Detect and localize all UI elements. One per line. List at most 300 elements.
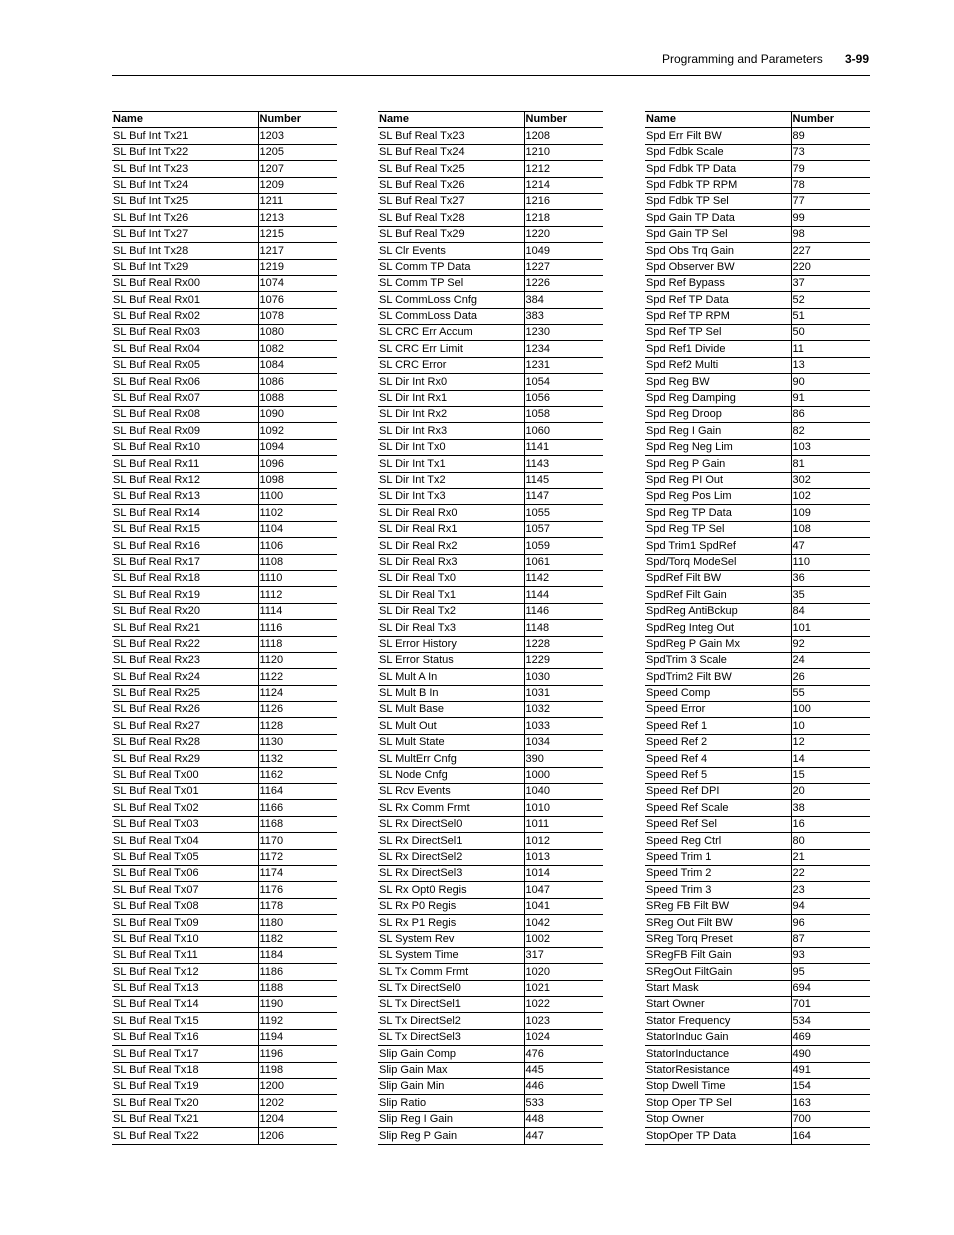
table-row	[378, 1029, 603, 1045]
parameter-name-cell: Spd Fdbk TP Sel	[645, 193, 791, 209]
table-row	[112, 669, 337, 685]
parameter-number-cell: 1216	[524, 193, 603, 209]
parameter-name-cell: SL Buf Real Tx01	[112, 784, 258, 800]
parameter-name-cell: SRegOut FiltGain	[645, 964, 791, 980]
parameter-number-cell: 1234	[524, 341, 603, 357]
table-row	[112, 997, 337, 1013]
parameter-number-cell: 1057	[524, 521, 603, 537]
parameter-number-cell: 80	[791, 833, 870, 849]
parameter-name-cell: Spd Ref TP Data	[645, 292, 791, 308]
table-row	[645, 751, 870, 767]
parameter-name-cell: SL Buf Real Rx19	[112, 587, 258, 603]
table-row	[645, 456, 870, 472]
parameter-name-cell: Speed Ref DPI	[645, 784, 791, 800]
parameter-number-cell: 90	[791, 374, 870, 390]
parameter-name-cell: SL Mult Out	[378, 718, 524, 734]
parameter-number-cell: 86	[791, 407, 870, 423]
parameter-name-cell: SL Node Cnfg	[378, 767, 524, 783]
table-row	[645, 472, 870, 488]
table-row	[378, 374, 603, 390]
parameter-number-cell: 10	[791, 718, 870, 734]
parameter-name-cell: SL CRC Err Limit	[378, 341, 524, 357]
parameter-name-cell: SL Buf Real Rx08	[112, 407, 258, 423]
table-row	[112, 570, 337, 586]
parameter-name-cell: SL Buf Real Tx10	[112, 931, 258, 947]
parameter-name-cell: SL Dir Real Tx2	[378, 603, 524, 619]
table-row	[378, 652, 603, 668]
parameter-name-cell: SL Buf Real Tx21	[112, 1111, 258, 1127]
table-row	[645, 1128, 870, 1144]
parameter-name-cell: SL Dir Real Tx1	[378, 587, 524, 603]
parameter-number-cell: 1041	[524, 898, 603, 914]
parameter-name-cell: SL Buf Real Rx28	[112, 734, 258, 750]
parameter-name-cell: SL Buf Real Tx28	[378, 210, 524, 226]
parameter-name-cell: Spd Reg P Gain	[645, 456, 791, 472]
parameter-number-cell: 1124	[258, 685, 337, 701]
table-row	[378, 865, 603, 881]
table-row	[645, 734, 870, 750]
parameter-number-cell: 1215	[258, 226, 337, 242]
parameter-number-cell: 1144	[524, 587, 603, 603]
parameter-name-cell: SL Mult Base	[378, 702, 524, 718]
table-row	[112, 931, 337, 947]
table-row	[112, 816, 337, 832]
parameter-name-cell: Spd Reg Neg Lim	[645, 439, 791, 455]
parameter-name-cell: SL Comm TP Data	[378, 259, 524, 275]
parameter-name-cell: SL Clr Events	[378, 243, 524, 259]
parameter-name-cell: SReg Torq Preset	[645, 931, 791, 947]
table-row	[645, 259, 870, 275]
table-row	[112, 751, 337, 767]
parameter-name-cell: Speed Ref Sel	[645, 816, 791, 832]
table-row	[112, 505, 337, 521]
parameter-name-cell: SL Buf Real Rx04	[112, 341, 258, 357]
column-header-number: Number	[524, 112, 603, 128]
parameter-name-cell: Speed Ref Scale	[645, 800, 791, 816]
table-row	[112, 210, 337, 226]
parameter-number-cell: 77	[791, 193, 870, 209]
parameter-number-cell: 98	[791, 226, 870, 242]
table-row	[645, 1095, 870, 1111]
parameter-number-cell: 1194	[258, 1029, 337, 1045]
parameter-number-cell: 533	[524, 1095, 603, 1111]
parameter-number-cell: 490	[791, 1046, 870, 1062]
table-row	[378, 144, 603, 160]
parameter-name-cell: SL Buf Real Tx04	[112, 833, 258, 849]
parameter-number-cell: 1210	[524, 144, 603, 160]
parameter-name-cell: StatorInductance	[645, 1046, 791, 1062]
table-row	[378, 193, 603, 209]
table-row	[378, 357, 603, 373]
parameter-name-cell: SL Mult State	[378, 734, 524, 750]
table-row	[645, 1029, 870, 1045]
table-row	[378, 226, 603, 242]
parameter-number-cell: 89	[791, 128, 870, 144]
parameter-number-cell: 1230	[524, 325, 603, 341]
table-row	[378, 521, 603, 537]
parameter-number-cell: 383	[524, 308, 603, 324]
parameter-name-cell: SL Buf Real Rx13	[112, 488, 258, 504]
parameter-number-cell: 79	[791, 161, 870, 177]
parameter-name-cell: SL Mult A In	[378, 669, 524, 685]
table-row	[645, 243, 870, 259]
table-row	[645, 505, 870, 521]
table-row	[378, 997, 603, 1013]
table-row	[378, 587, 603, 603]
table-row	[645, 439, 870, 455]
table-row	[112, 947, 337, 963]
parameter-number-cell: 1106	[258, 538, 337, 554]
table-row	[645, 226, 870, 242]
parameter-number-cell: 96	[791, 915, 870, 931]
header-divider	[112, 75, 870, 76]
parameter-name-cell: Spd Reg PI Out	[645, 472, 791, 488]
table-row	[645, 702, 870, 718]
parameter-name-cell: SL System Rev	[378, 931, 524, 947]
table-row	[378, 1046, 603, 1062]
table-row	[378, 685, 603, 701]
parameter-number-cell: 534	[791, 1013, 870, 1029]
parameter-name-cell: Spd Ref TP RPM	[645, 308, 791, 324]
parameter-name-cell: SL Dir Int Rx3	[378, 423, 524, 439]
parameter-number-cell: 1208	[524, 128, 603, 144]
parameter-name-cell: Spd Reg Droop	[645, 407, 791, 423]
parameter-number-cell: 38	[791, 800, 870, 816]
parameter-number-cell: 1227	[524, 259, 603, 275]
table-row	[112, 144, 337, 160]
parameter-name-cell: SL Buf Real Rx12	[112, 472, 258, 488]
table-row	[112, 341, 337, 357]
parameter-number-cell: 1011	[524, 816, 603, 832]
parameter-number-cell: 1178	[258, 898, 337, 914]
parameter-name-cell: SL Rx DirectSel2	[378, 849, 524, 865]
parameter-name-cell: SL CRC Err Accum	[378, 325, 524, 341]
column-header-number: Number	[791, 112, 870, 128]
table-row	[378, 407, 603, 423]
parameter-number-cell: 448	[524, 1111, 603, 1127]
parameter-number-cell: 163	[791, 1095, 870, 1111]
parameter-name-cell: SL Buf Real Tx20	[112, 1095, 258, 1111]
parameter-name-cell: Spd Ref2 Multi	[645, 357, 791, 373]
parameter-name-cell: SL Dir Real Rx2	[378, 538, 524, 554]
table-row	[112, 472, 337, 488]
table-row	[645, 488, 870, 504]
parameter-name-cell: StatorInduc Gain	[645, 1029, 791, 1045]
table-row	[645, 1111, 870, 1127]
table-row	[645, 931, 870, 947]
parameter-name-cell: Slip Ratio	[378, 1095, 524, 1111]
table-row	[378, 636, 603, 652]
parameter-name-cell: SL Buf Int Tx28	[112, 243, 258, 259]
parameter-number-cell: 1209	[258, 177, 337, 193]
column-header-name: Name	[645, 112, 791, 128]
parameter-name-cell: SL Buf Real Rx02	[112, 308, 258, 324]
table-row	[378, 390, 603, 406]
table-row	[378, 1128, 603, 1144]
parameter-number-cell: 109	[791, 505, 870, 521]
parameter-number-cell: 101	[791, 620, 870, 636]
parameter-number-cell: 1141	[524, 439, 603, 455]
table-row	[112, 882, 337, 898]
table-row	[378, 751, 603, 767]
table-row	[645, 849, 870, 865]
table-row	[645, 947, 870, 963]
table-row	[378, 292, 603, 308]
parameter-number-cell: 93	[791, 947, 870, 963]
table-row	[645, 161, 870, 177]
parameter-number-cell: 694	[791, 980, 870, 996]
parameter-name-cell: Spd Fdbk TP Data	[645, 161, 791, 177]
parameter-number-cell: 1147	[524, 488, 603, 504]
parameter-number-cell: 1198	[258, 1062, 337, 1078]
column-header-name: Name	[378, 112, 524, 128]
table-row	[378, 488, 603, 504]
parameter-name-cell: SL Buf Real Rx01	[112, 292, 258, 308]
table-row	[378, 915, 603, 931]
parameter-name-cell: SL Dir Int Tx3	[378, 488, 524, 504]
table-row	[645, 898, 870, 914]
parameter-number-cell: 1116	[258, 620, 337, 636]
parameter-name-cell: StatorResistance	[645, 1062, 791, 1078]
table-row	[378, 816, 603, 832]
parameter-name-cell: SL Buf Real Rx00	[112, 275, 258, 291]
parameter-name-cell: SL Buf Real Tx08	[112, 898, 258, 914]
table-row	[378, 1062, 603, 1078]
table-row	[112, 1062, 337, 1078]
table-row	[645, 800, 870, 816]
parameter-number-cell: 1110	[258, 570, 337, 586]
table-row	[378, 243, 603, 259]
parameter-number-cell: 1143	[524, 456, 603, 472]
table-row	[378, 472, 603, 488]
parameter-number-cell: 1021	[524, 980, 603, 996]
table-row	[112, 964, 337, 980]
parameter-number-cell: 1128	[258, 718, 337, 734]
parameter-name-cell: Spd/Torq ModeSel	[645, 554, 791, 570]
table-row	[112, 800, 337, 816]
parameter-number-cell: 1120	[258, 652, 337, 668]
parameter-number-cell: 1076	[258, 292, 337, 308]
parameter-number-cell: 1090	[258, 407, 337, 423]
parameter-number-cell: 1146	[524, 603, 603, 619]
parameter-number-cell: 16	[791, 816, 870, 832]
table-row	[645, 341, 870, 357]
parameter-name-cell: SL Dir Int Tx0	[378, 439, 524, 455]
parameter-number-cell: 1096	[258, 456, 337, 472]
parameter-number-cell: 1126	[258, 702, 337, 718]
table-row	[378, 784, 603, 800]
parameter-name-cell: SL Buf Real Tx05	[112, 849, 258, 865]
parameter-number-cell: 1196	[258, 1046, 337, 1062]
parameter-name-cell: Slip Gain Min	[378, 1079, 524, 1095]
parameter-number-cell: 1104	[258, 521, 337, 537]
parameter-name-cell: SL Rx P0 Regis	[378, 898, 524, 914]
parameter-number-cell: 1180	[258, 915, 337, 931]
table-row	[112, 1128, 337, 1144]
parameter-number-cell: 1186	[258, 964, 337, 980]
table-row	[112, 161, 337, 177]
parameter-number-cell: 1229	[524, 652, 603, 668]
parameter-name-cell: SL Buf Real Tx06	[112, 865, 258, 881]
parameter-number-cell: 1220	[524, 226, 603, 242]
parameter-number-cell: 701	[791, 997, 870, 1013]
parameter-number-cell: 1211	[258, 193, 337, 209]
table-row	[645, 325, 870, 341]
parameter-name-cell: SL Buf Real Tx18	[112, 1062, 258, 1078]
table-row	[378, 128, 603, 144]
parameter-number-cell: 1056	[524, 390, 603, 406]
parameter-number-cell: 1190	[258, 997, 337, 1013]
parameter-number-cell: 1031	[524, 685, 603, 701]
parameter-name-cell: Spd Reg TP Sel	[645, 521, 791, 537]
column-header-number: Number	[258, 112, 337, 128]
table-row	[112, 521, 337, 537]
parameter-number-cell: 476	[524, 1046, 603, 1062]
table-row	[112, 915, 337, 931]
parameter-number-cell: 22	[791, 865, 870, 881]
parameter-name-cell: SL Comm TP Sel	[378, 275, 524, 291]
parameter-table-right	[645, 111, 870, 1145]
parameter-number-cell: 1200	[258, 1079, 337, 1095]
parameter-name-cell: Speed Trim 3	[645, 882, 791, 898]
table-row	[378, 1095, 603, 1111]
table-row	[645, 652, 870, 668]
table-row	[645, 570, 870, 586]
parameter-name-cell: SpdRef Filt BW	[645, 570, 791, 586]
parameter-number-cell: 14	[791, 751, 870, 767]
parameter-name-cell: SL Buf Real Rx29	[112, 751, 258, 767]
parameter-number-cell: 103	[791, 439, 870, 455]
table-row	[378, 259, 603, 275]
parameter-name-cell: SL Buf Real Rx15	[112, 521, 258, 537]
table-row	[645, 587, 870, 603]
table-row	[645, 603, 870, 619]
table-row	[378, 570, 603, 586]
table-row	[378, 423, 603, 439]
table-row	[112, 308, 337, 324]
table-row	[645, 390, 870, 406]
parameter-name-cell: Speed Ref 4	[645, 751, 791, 767]
table-row	[378, 800, 603, 816]
parameter-name-cell: Spd Observer BW	[645, 259, 791, 275]
parameter-name-cell: SL Buf Int Tx27	[112, 226, 258, 242]
parameter-name-cell: Spd Reg BW	[645, 374, 791, 390]
parameter-name-cell: SL Dir Real Tx0	[378, 570, 524, 586]
parameter-number-cell: 1088	[258, 390, 337, 406]
parameter-name-cell: SL Error Status	[378, 652, 524, 668]
table-row	[112, 128, 337, 144]
parameter-name-cell: SL Buf Real Tx02	[112, 800, 258, 816]
table-row	[112, 193, 337, 209]
table-row	[378, 1013, 603, 1029]
parameter-number-cell: 1042	[524, 915, 603, 931]
parameter-number-cell: 1080	[258, 325, 337, 341]
table-row	[645, 177, 870, 193]
table-row	[112, 652, 337, 668]
table-row	[112, 325, 337, 341]
parameter-number-cell: 1059	[524, 538, 603, 554]
parameter-name-cell: SL Buf Real Rx27	[112, 718, 258, 734]
parameter-name-cell: Stop Oper TP Sel	[645, 1095, 791, 1111]
table-row	[378, 456, 603, 472]
parameter-name-cell: SL Buf Real Tx26	[378, 177, 524, 193]
table-row	[645, 554, 870, 570]
parameter-name-cell: SL Buf Real Rx07	[112, 390, 258, 406]
table-row	[645, 833, 870, 849]
parameter-number-cell: 1100	[258, 488, 337, 504]
parameter-number-cell: 1203	[258, 128, 337, 144]
parameter-number-cell: 1132	[258, 751, 337, 767]
parameter-name-cell: SL Buf Real Tx23	[378, 128, 524, 144]
parameter-number-cell: 1162	[258, 767, 337, 783]
table-row	[112, 538, 337, 554]
parameter-number-cell: 1040	[524, 784, 603, 800]
parameter-name-cell: SL Buf Real Rx16	[112, 538, 258, 554]
parameter-name-cell: SL Dir Int Rx0	[378, 374, 524, 390]
parameter-name-cell: SL Buf Real Tx19	[112, 1079, 258, 1095]
table-row	[378, 849, 603, 865]
parameter-number-cell: 1014	[524, 865, 603, 881]
parameter-number-cell: 92	[791, 636, 870, 652]
table-row	[645, 718, 870, 734]
parameter-name-cell: Speed Error	[645, 702, 791, 718]
parameter-name-cell: SL Buf Real Tx22	[112, 1128, 258, 1144]
parameter-name-cell: SL Buf Real Tx15	[112, 1013, 258, 1029]
table-row	[645, 882, 870, 898]
parameter-name-cell: Spd Gain TP Sel	[645, 226, 791, 242]
parameter-name-cell: SL Buf Real Rx25	[112, 685, 258, 701]
parameter-name-cell: SL Buf Real Tx00	[112, 767, 258, 783]
parameter-number-cell: 1047	[524, 882, 603, 898]
parameter-table-middle	[378, 111, 603, 1145]
table-row	[378, 210, 603, 226]
table-row	[645, 620, 870, 636]
table-row	[645, 374, 870, 390]
parameter-name-cell: Speed Ref 1	[645, 718, 791, 734]
table-row	[112, 423, 337, 439]
parameter-number-cell: 100	[791, 702, 870, 718]
parameter-name-cell: SL Buf Real Tx17	[112, 1046, 258, 1062]
table-row	[645, 407, 870, 423]
table-row	[112, 1029, 337, 1045]
parameter-name-cell: SL Buf Real Rx21	[112, 620, 258, 636]
table-row	[112, 456, 337, 472]
table-row	[378, 554, 603, 570]
parameter-name-cell: SpdReg AntiBckup	[645, 603, 791, 619]
table-row	[112, 898, 337, 914]
table-header-row	[112, 112, 337, 128]
parameter-number-cell: 108	[791, 521, 870, 537]
parameter-number-cell: 1182	[258, 931, 337, 947]
parameter-number-cell: 52	[791, 292, 870, 308]
parameter-name-cell: Stop Dwell Time	[645, 1079, 791, 1095]
parameter-name-cell: Spd Fdbk Scale	[645, 144, 791, 160]
parameter-number-cell: 24	[791, 652, 870, 668]
parameter-table-left	[112, 111, 337, 1145]
parameter-name-cell: Start Mask	[645, 980, 791, 996]
parameter-number-cell: 317	[524, 947, 603, 963]
table-row	[378, 767, 603, 783]
parameter-number-cell: 1034	[524, 734, 603, 750]
parameter-number-cell: 1176	[258, 882, 337, 898]
parameter-name-cell: Spd Reg Pos Lim	[645, 488, 791, 504]
parameter-name-cell: Speed Trim 2	[645, 865, 791, 881]
table-row	[645, 538, 870, 554]
parameter-name-cell: SL Rx Opt0 Regis	[378, 882, 524, 898]
parameter-number-cell: 1206	[258, 1128, 337, 1144]
parameter-name-cell: Spd Reg I Gain	[645, 423, 791, 439]
parameter-name-cell: Spd Err Filt BW	[645, 128, 791, 144]
